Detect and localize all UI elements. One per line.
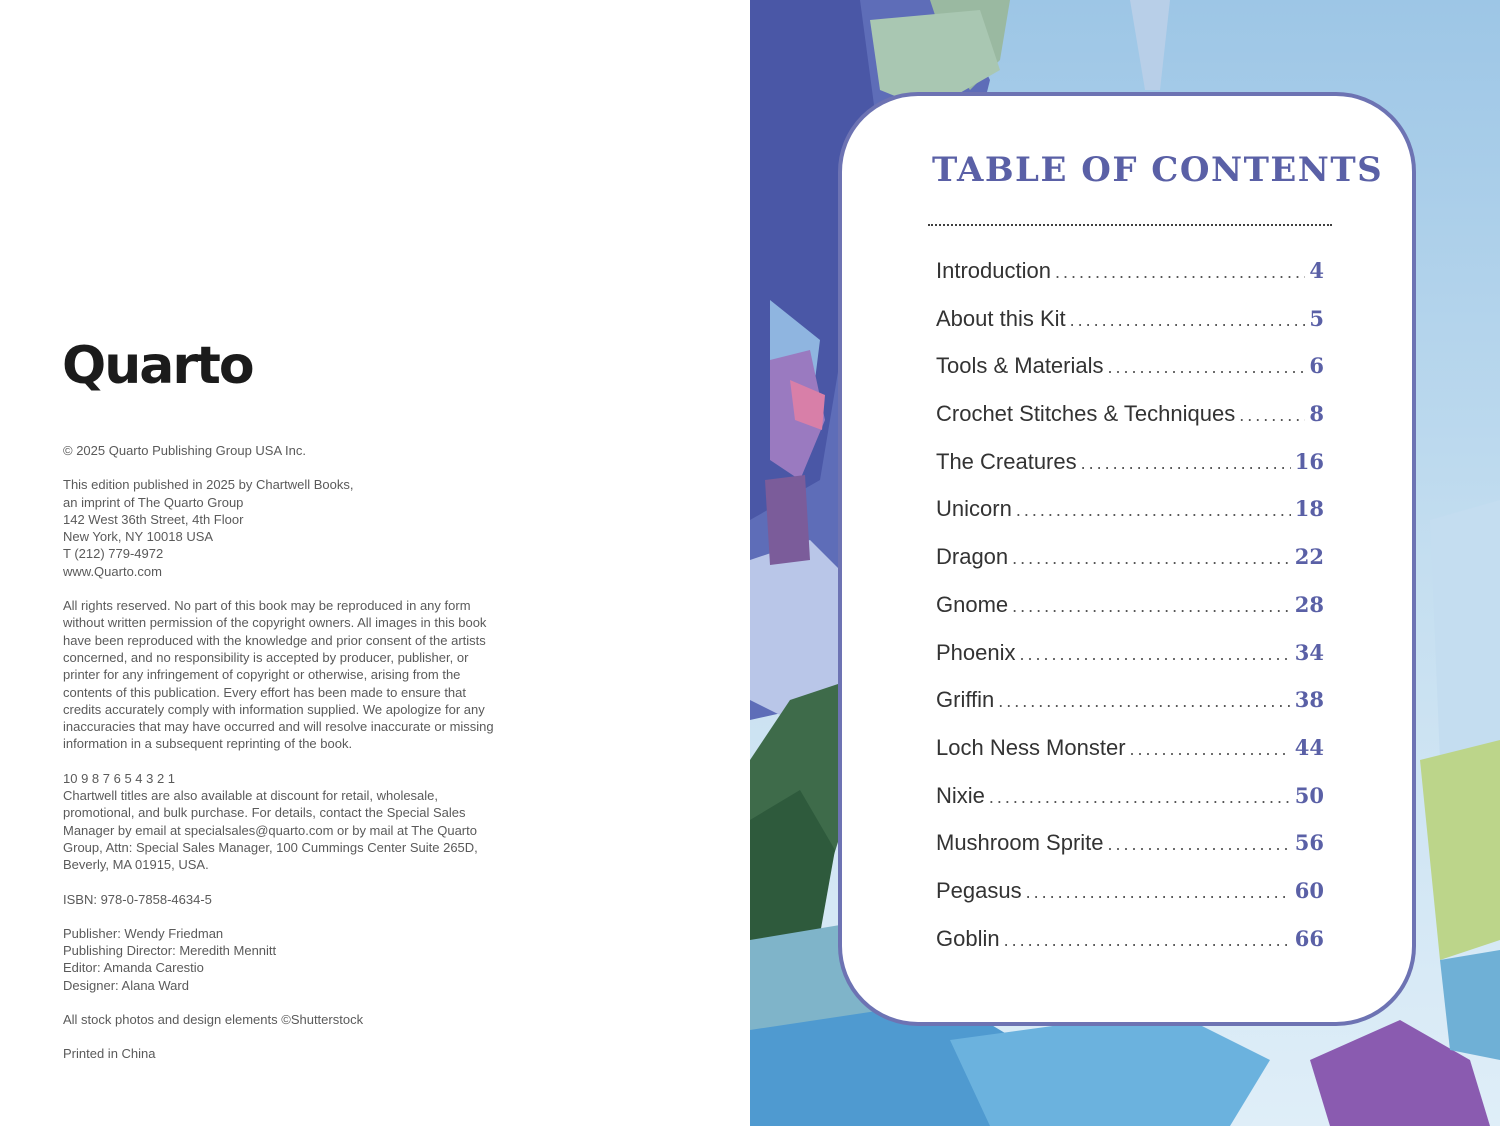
toc-title: TABLE OF CONTENTS (932, 150, 1384, 190)
toc-entry-page: 38 (1294, 687, 1324, 713)
edition-line: an imprint of The Quarto Group (63, 494, 244, 510)
toc-entry-label: Pegasus (936, 877, 1022, 903)
toc-entry-page: 66 (1294, 925, 1324, 951)
rights-line: contents of this publication. Every effort has been made to ensure that (63, 684, 467, 700)
toc-entry-label: Griffin (936, 687, 995, 713)
toc-entry[interactable] (936, 353, 1324, 401)
toc-entry-page: 6 (1309, 353, 1324, 379)
toc-entry-page: 34 (1294, 639, 1324, 665)
toc-entry-label: Dragon (936, 544, 1009, 570)
toc-entry[interactable] (936, 735, 1324, 783)
credit-line: Publisher: Wendy Friedman (63, 925, 224, 941)
toc-entry-label: The Creatures (936, 448, 1077, 474)
sales-line: Chartwell titles are also available at discount for retail, wholesale, (63, 788, 439, 804)
printed-in: Printed in China (63, 1046, 156, 1062)
toc-entry-label: Crochet Stitches & Techniques (936, 401, 1236, 427)
toc-leader-dots (1026, 882, 1291, 903)
toc-entry-page: 50 (1294, 782, 1324, 808)
toc-entry-label: Goblin (936, 925, 1000, 951)
toc-divider (928, 224, 1332, 226)
sales-line: Group, Attn: Special Sales Manager, 100 Cummings Center Suite 265D, (63, 839, 478, 855)
edition-block (63, 476, 563, 580)
toc-entry-page: 56 (1294, 830, 1324, 856)
toc-entry-page: 18 (1294, 496, 1324, 522)
toc-entry[interactable] (936, 449, 1324, 497)
copyright-line: © 2025 Quarto Publishing Group USA Inc. (63, 443, 306, 458)
publisher-logo: Quarto (62, 336, 253, 396)
toc-leader-dots (1130, 739, 1291, 760)
edition-line: This edition published in 2025 by Chartwell Books, (63, 477, 354, 493)
sales-block (63, 770, 563, 874)
toc-leader-dots (1004, 930, 1291, 951)
toc-entry-label: Nixie (936, 782, 985, 808)
toc-leader-dots (1055, 262, 1305, 283)
rights-block (63, 597, 563, 753)
toc-entry[interactable] (936, 258, 1324, 306)
rights-line: All rights reserved. No part of this book may be reproduced in any form (63, 598, 471, 614)
toc-leader-dots (1016, 500, 1291, 521)
rights-line: printer for any infringement of copyright or otherwise, arising from the (63, 667, 461, 683)
toc-entry-page: 5 (1309, 305, 1324, 331)
toc-leader-dots (1108, 834, 1291, 855)
toc-leader-dots (1108, 357, 1306, 378)
toc-entry-page: 22 (1294, 544, 1324, 570)
edition-line: www.Quarto.com (63, 563, 162, 579)
toc-entry[interactable] (936, 592, 1324, 640)
sales-line: Manager by email at specialsales@quarto.com or by mail at The Quarto (63, 822, 477, 838)
toc-entry-label: Phoenix (936, 639, 1016, 665)
edition-line: New York, NY 10018 USA (63, 529, 214, 545)
toc-entry-label: Unicorn (936, 496, 1012, 522)
credit-line: Designer: Alana Ward (63, 977, 189, 993)
toc-leader-dots (989, 787, 1291, 808)
isbn: ISBN: 978-0-7858-4634-5 (63, 891, 212, 907)
toc-entry[interactable] (936, 544, 1324, 592)
toc-entry-label: Introduction (936, 258, 1051, 283)
toc-entry[interactable] (936, 687, 1324, 735)
toc-entry-page: 44 (1294, 734, 1324, 760)
toc-leader-dots (1239, 405, 1305, 426)
toc-leader-dots (1012, 596, 1291, 617)
toc-entry-page: 8 (1309, 401, 1324, 427)
toc-leader-dots (1012, 548, 1291, 569)
rights-line: have been reproduced with the knowledge and prior consent of the artists (63, 632, 486, 648)
toc-entry-page: 60 (1294, 877, 1324, 903)
toc-entry-label: Tools & Materials (936, 353, 1104, 379)
rights-line: credits accurately comply with information supplied. We apologize for any (63, 701, 485, 717)
toc-entry-page: 28 (1294, 591, 1324, 617)
toc-leader-dots (998, 691, 1290, 712)
toc-entry[interactable] (936, 401, 1324, 449)
toc-entry-label: About this Kit (936, 305, 1066, 331)
rights-line: inaccuracies that may have occurred and will resolve inaccurate or missing (63, 719, 494, 735)
toc-entry[interactable] (936, 496, 1324, 544)
toc-leader-dots (1070, 310, 1306, 331)
stock-credit: All stock photos and design elements ©Shutterstock (63, 1012, 364, 1028)
toc-entry[interactable] (936, 640, 1324, 688)
toc-entry-label: Gnome (936, 591, 1009, 617)
edition-line: T (212) 779-4972 (63, 546, 164, 562)
toc-entry[interactable] (936, 830, 1324, 878)
credits-block (63, 925, 563, 994)
toc-entry-label: Loch Ness Monster (936, 734, 1126, 760)
toc-entry-page: 16 (1294, 448, 1324, 474)
rights-line: information in a subsequent reprinting of the book. (63, 736, 353, 752)
imprint-text (63, 442, 563, 1080)
toc-list (936, 258, 1324, 973)
toc-entry[interactable] (936, 306, 1324, 354)
sales-line: promotional, and bulk purchase. For details, contact the Special Sales (63, 805, 466, 821)
print-line: 10 9 8 7 6 5 4 3 2 1 (63, 770, 176, 786)
credit-line: Editor: Amanda Carestio (63, 960, 204, 976)
toc-entry[interactable] (936, 878, 1324, 926)
rights-line: concerned, and no responsibility is accepted by producer, publisher, or (63, 649, 469, 665)
toc-entry-page: 4 (1309, 258, 1324, 283)
toc-leader-dots (1081, 453, 1291, 474)
edition-line: 142 West 36th Street, 4th Floor (63, 511, 244, 527)
credit-line: Publishing Director: Meredith Mennitt (63, 943, 277, 959)
toc-entry[interactable] (936, 783, 1324, 831)
toc-entry[interactable] (936, 926, 1324, 974)
toc-entry-label: Mushroom Sprite (936, 830, 1104, 856)
sales-line: Beverly, MA 01915, USA. (63, 857, 209, 873)
toc-leader-dots (1020, 644, 1291, 665)
rights-line: without written permission of the copyright owners. All images in this book (63, 615, 487, 631)
